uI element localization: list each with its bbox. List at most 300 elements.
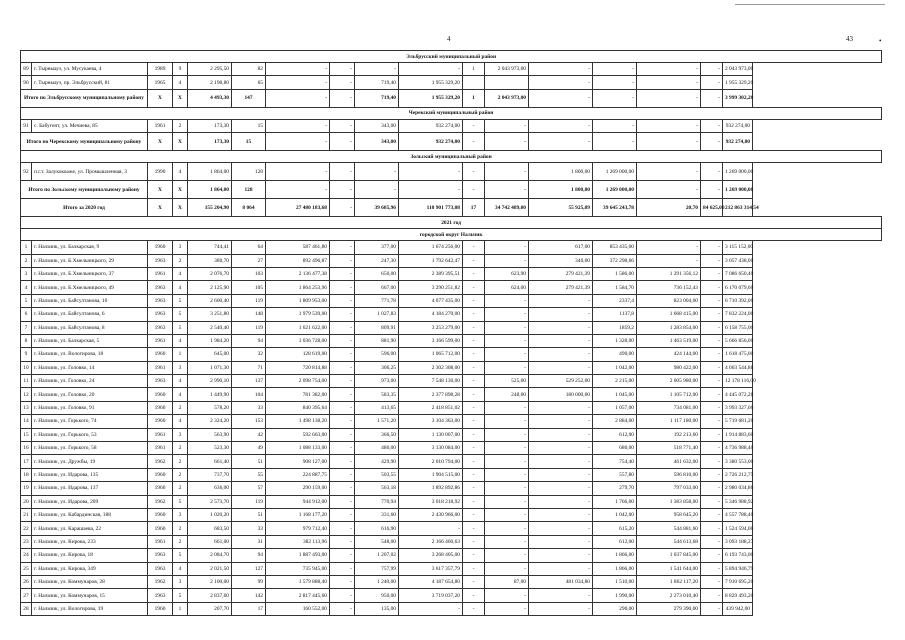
- address-cell: г. Нальчик, ул. Идарова, 209: [32, 495, 148, 508]
- table-cell: 12: [21, 388, 32, 401]
- total-cell: 1: [463, 89, 485, 107]
- table-cell: 2 166 460,63: [399, 535, 463, 548]
- table-cell: -: [463, 575, 485, 588]
- table-cell: 617,00: [529, 241, 593, 254]
- total-cell: 2 043 973,00: [485, 89, 529, 107]
- table-cell: 279 421,39: [529, 267, 593, 280]
- table-cell: 340,00: [529, 254, 593, 267]
- table-cell: 89: [21, 63, 32, 76]
- table-cell: -: [701, 455, 723, 468]
- table-cell: -: [463, 375, 485, 388]
- table-row: [21, 375, 882, 388]
- table-cell: -: [485, 602, 529, 615]
- table-cell: 6 158 755,00: [723, 321, 753, 334]
- table-cell: 1 887 493,00: [266, 549, 330, 562]
- table-cell: 135,00: [355, 602, 399, 615]
- table-cell: -: [399, 522, 463, 535]
- table-cell: -: [529, 602, 593, 615]
- table-cell: 2 430 966,00: [399, 508, 463, 521]
- table-cell: 797 033,00: [637, 482, 701, 495]
- table-cell: 596 810,00: [637, 468, 701, 481]
- table-cell: -: [485, 415, 529, 428]
- table-cell: 2 418 851,02: [399, 401, 463, 414]
- table-cell: -: [330, 455, 355, 468]
- table-cell: 1137,8: [593, 308, 637, 321]
- table-cell: 5: [173, 321, 188, 334]
- total-cell: -: [485, 181, 529, 199]
- table-cell: 4 445 072,28: [723, 388, 753, 401]
- table-row: [21, 495, 882, 508]
- table-cell: 1 036 728,00: [266, 334, 330, 347]
- table-cell: 92: [21, 163, 32, 181]
- table-cell: 5: [173, 495, 188, 508]
- table-cell: 207,70: [188, 602, 232, 615]
- table-cell: 1 088 133,00: [266, 442, 330, 455]
- table-cell: 1 984,20: [188, 334, 232, 347]
- table-row: [21, 482, 882, 495]
- table-cell: 557,80: [593, 468, 637, 481]
- table-cell: 2: [173, 119, 188, 132]
- table-row: [21, 549, 882, 562]
- table-cell: -: [529, 428, 593, 441]
- table-cell: 683,50: [188, 522, 232, 535]
- table-cell: -: [529, 455, 593, 468]
- table-cell: -: [463, 535, 485, 548]
- table-row: [21, 455, 882, 468]
- address-cell: г. Нальчик, ул. Кирова, 18: [32, 549, 148, 562]
- address-cell: г. Нальчик, ул. Вологирова, 19: [32, 602, 148, 615]
- table-cell: 142: [232, 589, 266, 602]
- table-row: [21, 361, 882, 374]
- table-cell: 2 125,90: [188, 281, 232, 294]
- table-cell: -: [463, 308, 485, 321]
- table-cell: -: [529, 468, 593, 481]
- table-cell: -: [701, 495, 723, 508]
- table-cell: -: [330, 119, 355, 132]
- table-cell: -: [463, 321, 485, 334]
- table-cell: 4: [173, 562, 188, 575]
- table-cell: -: [529, 334, 593, 347]
- total-cell: 1 269 000,00: [593, 181, 637, 199]
- table-cell: 1 269 000,00: [593, 163, 637, 181]
- table-cell: 523,30: [188, 442, 232, 455]
- table-cell: -: [701, 163, 723, 181]
- table-cell: 2: [173, 254, 188, 267]
- table-cell: -: [266, 163, 330, 181]
- table-cell: 2: [173, 442, 188, 455]
- total-cell: -: [485, 133, 529, 151]
- table-cell: -: [529, 589, 593, 602]
- table-cell: -: [330, 602, 355, 615]
- table-cell: -: [485, 455, 529, 468]
- table-cell: 7 910 695,20: [723, 575, 753, 588]
- table-cell: -: [463, 522, 485, 535]
- table-cell: -: [701, 348, 723, 361]
- table-cell: -: [701, 442, 723, 455]
- table-cell: 413,65: [355, 401, 399, 414]
- table-cell: -: [485, 468, 529, 481]
- table-cell: 21: [21, 508, 32, 521]
- table-row: [21, 401, 882, 414]
- table-cell: 1 866,00: [593, 562, 637, 575]
- table-row: [21, 415, 882, 428]
- table-cell: -: [485, 428, 529, 441]
- table-cell: 1 914 883,60: [723, 428, 753, 441]
- table-cell: 1960: [148, 522, 173, 535]
- table-cell: 1 071,30: [188, 361, 232, 374]
- table-cell: 3 104 363,00: [399, 415, 463, 428]
- total-label: Итого по Черекскому муниципальному району: [21, 133, 148, 151]
- table-cell: -: [701, 308, 723, 321]
- table-cell: -: [701, 267, 723, 280]
- table-cell: 4: [173, 334, 188, 347]
- address-cell: г. Нальчик, ул. Коммунаров, 28: [32, 575, 148, 588]
- table-cell: 105: [232, 281, 266, 294]
- table-cell: 624,00: [485, 281, 529, 294]
- table-cell: 2 377 898,28: [399, 388, 463, 401]
- table-cell: 343,00: [355, 119, 399, 132]
- table-cell: 1 042,00: [593, 508, 637, 521]
- table-cell: -: [529, 361, 593, 374]
- table-cell: -: [485, 482, 529, 495]
- section-row: [21, 229, 882, 241]
- table-cell: 82: [232, 63, 266, 76]
- table-cell: -: [266, 76, 330, 89]
- table-cell: -: [701, 401, 723, 414]
- table-cell: 9: [173, 63, 188, 76]
- table-cell: 1 621 622,00: [266, 321, 330, 334]
- table-cell: -: [485, 254, 529, 267]
- table-cell: 1 328,00: [593, 334, 637, 347]
- table-cell: -: [399, 63, 463, 76]
- table-cell: 480,00: [355, 442, 399, 455]
- address-cell: с. Бабугент, ул. Мечиева, 85: [32, 119, 148, 132]
- table-cell: -: [637, 254, 701, 267]
- table-cell: 1 955 329,20: [723, 76, 753, 89]
- table-cell: 979 712,40: [266, 522, 330, 535]
- table-cell: 661,00: [188, 535, 232, 548]
- table-cell: 7 086 650,40: [723, 267, 753, 280]
- table-cell: 28: [21, 602, 32, 615]
- table-cell: -: [529, 63, 593, 76]
- total-cell: X: [148, 133, 173, 151]
- total-cell: 212 863 314,54: [723, 199, 753, 217]
- table-cell: 616,90: [355, 522, 399, 535]
- table-cell: 25: [21, 562, 32, 575]
- table-cell: -: [485, 308, 529, 321]
- table-row: [21, 321, 882, 334]
- table-cell: 1 283 854,00: [637, 321, 701, 334]
- table-cell: 91: [21, 119, 32, 132]
- table-cell: -: [701, 388, 723, 401]
- table-cell: 529 252,00: [529, 375, 593, 388]
- table-cell: 2 043 973,00: [723, 63, 753, 76]
- table-cell: 1 498 138,20: [266, 415, 330, 428]
- table-cell: 4: [173, 375, 188, 388]
- total-cell: 1 800,00: [529, 181, 593, 199]
- total-label: Итого по Эльбрусскому муниципальному району: [21, 89, 148, 107]
- table-cell: 2 021,50: [188, 562, 232, 575]
- table-cell: 153: [232, 415, 266, 428]
- section-row: [21, 51, 882, 63]
- table-cell: 1 510,00: [593, 575, 637, 588]
- total-cell: 128: [232, 181, 266, 199]
- total-cell: X: [148, 199, 173, 217]
- table-cell: -: [701, 361, 723, 374]
- table-cell: 908 127,00: [266, 455, 330, 468]
- table-cell: -: [463, 549, 485, 562]
- table-cell: -: [701, 119, 723, 132]
- table-cell: -: [701, 562, 723, 575]
- table-cell: -: [593, 76, 637, 89]
- table-cell: -: [330, 535, 355, 548]
- table-cell: 932 274,00: [399, 119, 463, 132]
- table-cell: 650,00: [355, 267, 399, 280]
- table-cell: 1 864,00: [188, 163, 232, 181]
- table-cell: 2 540,40: [188, 321, 232, 334]
- table-cell: 1 057,00: [593, 401, 637, 414]
- table-cell: 2: [173, 455, 188, 468]
- total-cell: -: [593, 89, 637, 107]
- table-cell: -: [463, 334, 485, 347]
- table-cell: 5 346 988,92: [723, 495, 753, 508]
- total-label: Итого по Зольскому муниципальному району: [21, 181, 148, 199]
- page-number: 4: [447, 35, 451, 43]
- total-row: [21, 89, 882, 107]
- table-cell: 490,00: [593, 348, 637, 361]
- table-cell: -: [529, 522, 593, 535]
- total-cell: 84 625,00: [701, 199, 723, 217]
- table-cell: -: [485, 321, 529, 334]
- table-cell: 980 422,00: [637, 361, 701, 374]
- table-cell: 1 020,20: [188, 508, 232, 521]
- table-cell: 279 390,00: [637, 602, 701, 615]
- table-cell: 16: [21, 442, 32, 455]
- table-cell: 372 298,66: [593, 254, 637, 267]
- table-cell: 596,00: [355, 348, 399, 361]
- table-row: [21, 522, 882, 535]
- table-cell: 2: [173, 535, 188, 548]
- total-cell: -: [529, 89, 593, 107]
- table-cell: -: [701, 321, 723, 334]
- table-cell: 424 144,00: [637, 348, 701, 361]
- table-cell: 1: [173, 602, 188, 615]
- total-cell: -: [330, 181, 355, 199]
- table-cell: 563,18: [355, 482, 399, 495]
- table-cell: 1 579 888,40: [266, 575, 330, 588]
- section-title: Эльбрусский муниципальный район: [21, 51, 882, 63]
- table-cell: -: [330, 241, 355, 254]
- table-cell: 4: [173, 415, 188, 428]
- table-row: [21, 348, 882, 361]
- total-cell: 932 274,00: [399, 133, 463, 151]
- table-cell: 3: [173, 428, 188, 441]
- table-cell: -: [485, 241, 529, 254]
- address-cell: г. Тырныауз, ул. Мусукаева, 4: [32, 63, 148, 76]
- table-cell: 247,30: [355, 254, 399, 267]
- table-row: [21, 535, 882, 548]
- table-cell: -: [330, 522, 355, 535]
- table-cell: 1990: [148, 163, 173, 181]
- table-cell: -: [485, 348, 529, 361]
- address-cell: г. Нальчик, ул. Кирова, 349: [32, 562, 148, 575]
- table-cell: 20: [21, 495, 32, 508]
- table-cell: 99: [232, 575, 266, 588]
- table-cell: 525,00: [485, 375, 529, 388]
- table-cell: -: [330, 401, 355, 414]
- total-cell: -: [330, 89, 355, 107]
- total-cell: -: [637, 181, 701, 199]
- table-cell: -: [637, 163, 701, 181]
- table-cell: -: [355, 63, 399, 76]
- address-cell: г. Нальчик, ул. Б.Хмельницкого, 37: [32, 267, 148, 280]
- table-cell: 3: [21, 267, 32, 280]
- table-cell: -: [463, 442, 485, 455]
- table-cell: 781 382,00: [266, 388, 330, 401]
- table-cell: 377,00: [355, 241, 399, 254]
- table-cell: 1 105 712,00: [637, 388, 701, 401]
- table-cell: -: [485, 334, 529, 347]
- table-cell: -: [701, 549, 723, 562]
- table-cell: 192 213,60: [637, 428, 701, 441]
- table-cell: 1 117 180,00: [637, 415, 701, 428]
- total-cell: 147: [232, 89, 266, 107]
- table-cell: 12 178 116,00: [723, 375, 753, 388]
- table-cell: 2 884,00: [593, 415, 637, 428]
- address-cell: г. Нальчик, ул. Идарова, 135: [32, 468, 148, 481]
- table-cell: 5: [173, 308, 188, 321]
- table-cell: -: [529, 482, 593, 495]
- table-cell: -: [529, 348, 593, 361]
- total-cell: 1 864,00: [188, 181, 232, 199]
- table-cell: 3 268 405,00: [399, 549, 463, 562]
- table-cell: 737,70: [188, 468, 232, 481]
- table-cell: 823 004,00: [637, 294, 701, 307]
- table-cell: 248,00: [485, 388, 529, 401]
- table-cell: 503,55: [355, 468, 399, 481]
- table-cell: 1 584,70: [593, 281, 637, 294]
- table-cell: -: [330, 321, 355, 334]
- table-cell: 734 081,00: [637, 401, 701, 414]
- total-cell: 27 480 183,68: [266, 199, 330, 217]
- table-cell: 1 541 644,00: [637, 562, 701, 575]
- table-cell: -: [330, 589, 355, 602]
- table-cell: -: [485, 442, 529, 455]
- table-cell: -: [330, 375, 355, 388]
- section-title: Зольский муниципальный район: [21, 151, 882, 163]
- table-cell: 1960: [148, 415, 173, 428]
- table-cell: 173,30: [188, 119, 232, 132]
- table-cell: 5: [173, 294, 188, 307]
- table-cell: 1960: [148, 348, 173, 361]
- table-cell: -: [485, 549, 529, 562]
- table-cell: 563,90: [188, 428, 232, 441]
- table-cell: 548,00: [355, 535, 399, 548]
- total-cell: 20,70: [637, 199, 701, 217]
- total-cell: 15: [232, 133, 266, 151]
- table-cell: 380,70: [188, 254, 232, 267]
- total-cell: -: [266, 133, 330, 151]
- table-cell: 461 632,00: [637, 455, 701, 468]
- table-cell: 4: [173, 267, 188, 280]
- total-cell: X: [173, 133, 188, 151]
- table-cell: 5 666 856,00: [723, 334, 753, 347]
- table-cell: -: [701, 63, 723, 76]
- address-cell: г. Нальчик, ул. Головко, 91: [32, 401, 148, 414]
- table-cell: -: [701, 281, 723, 294]
- table-row: [21, 63, 882, 76]
- table-cell: -: [529, 495, 593, 508]
- address-cell: г. Нальчик, ул. Головко, 24: [32, 375, 148, 388]
- table-cell: -: [330, 442, 355, 455]
- table-cell: 306,25: [355, 361, 399, 374]
- table-cell: 1960: [148, 508, 173, 521]
- address-cell: г. Нальчик, ул. Вологирова, 18: [32, 348, 148, 361]
- table-cell: 1961: [148, 361, 173, 374]
- table-cell: -: [330, 281, 355, 294]
- table-cell: -: [529, 442, 593, 455]
- table-cell: 65: [232, 76, 266, 89]
- table-row: [21, 334, 882, 347]
- total-row: [21, 199, 882, 217]
- table-cell: -: [529, 321, 593, 334]
- address-cell: п.г.т. Залукокоаже, ул. Промышленная, 3: [32, 163, 148, 181]
- table-cell: 104: [232, 388, 266, 401]
- table-cell: -: [701, 508, 723, 521]
- table-cell: 1 571,20: [355, 415, 399, 428]
- table-cell: 8: [21, 334, 32, 347]
- table-cell: 180 000,00: [529, 388, 593, 401]
- table-cell: -: [485, 589, 529, 602]
- table-cell: 1963: [148, 308, 173, 321]
- table-cell: 1989: [148, 63, 173, 76]
- total-cell: -: [330, 133, 355, 151]
- table-cell: 1 904 515,00: [399, 468, 463, 481]
- table-cell: -: [463, 163, 485, 181]
- total-cell: 173,30: [188, 133, 232, 151]
- table-cell: 3 166 599,00: [399, 334, 463, 347]
- address-cell: г. Нальчик, ул. Коммунаров, 15: [32, 589, 148, 602]
- total-cell: X: [173, 181, 188, 199]
- table-cell: [463, 76, 485, 89]
- table-cell: 6 170 079,60: [723, 281, 753, 294]
- table-cell: 71: [232, 361, 266, 374]
- table-cell: -: [330, 468, 355, 481]
- table-row: [21, 294, 882, 307]
- address-cell: г. Нальчик, ул. Горького, 53: [32, 428, 148, 441]
- table-cell: 1960: [148, 482, 173, 495]
- table-cell: 429,90: [355, 455, 399, 468]
- table-cell: 973,00: [355, 375, 399, 388]
- total-cell: -: [330, 199, 355, 217]
- address-cell: г. Нальчик, ул. Карашаева, 22: [32, 522, 148, 535]
- table-row: [21, 241, 882, 254]
- table-cell: 3 115 152,00: [723, 241, 753, 254]
- table-cell: 1960: [148, 602, 173, 615]
- table-cell: 1965: [148, 76, 173, 89]
- table-cell: 103: [232, 267, 266, 280]
- table-cell: 1961: [148, 535, 173, 548]
- table-cell: 5 894 946,79: [723, 562, 753, 575]
- table-cell: 2: [173, 522, 188, 535]
- table-cell: 2 198,80: [188, 76, 232, 89]
- table-cell: -: [463, 388, 485, 401]
- table-cell: 1963: [148, 562, 173, 575]
- table-cell: 2 980 034,86: [723, 482, 753, 495]
- table-cell: 27: [232, 254, 266, 267]
- table-cell: -: [529, 308, 593, 321]
- table-cell: 128 619,00: [266, 348, 330, 361]
